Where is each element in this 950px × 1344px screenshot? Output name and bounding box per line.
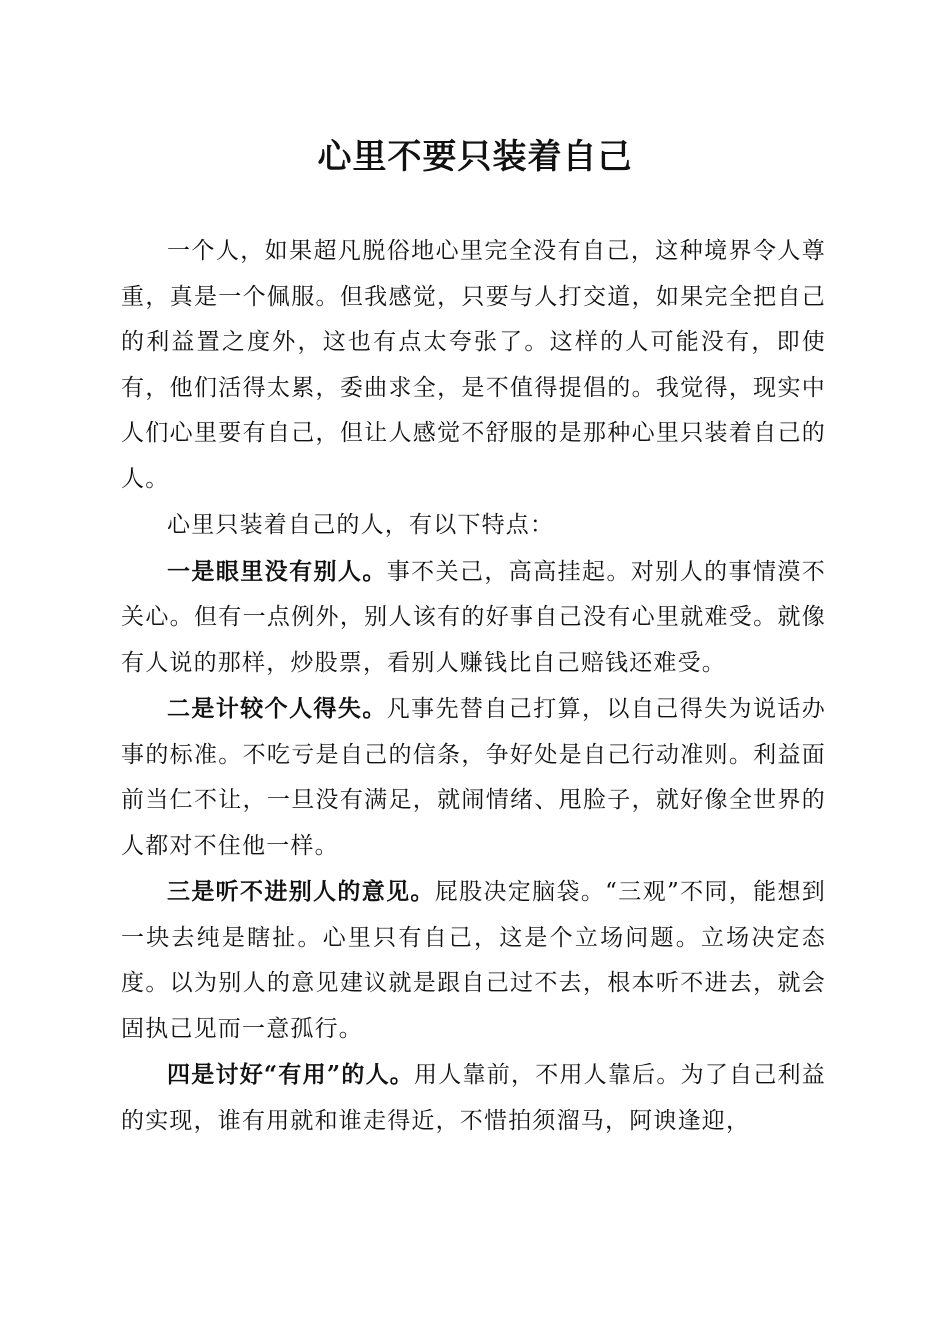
- document-title: 心里不要只装着自己: [317, 137, 633, 177]
- paragraph-point-3: [121, 869, 826, 1052]
- paragraph-intro: [121, 228, 826, 502]
- paragraph-text: 一个人，如果超凡脱俗地心里完全没有自己，这种境界令人尊重，真是一个佩服。但我感觉，只要与人打交道，如果完全把自己的利益置之度外，这也有点太夸张了。这样的人可能没有，即使有，他们活得太累，委曲求全，是不值得提倡的。我觉得，现实中人们心里要有自己，但让人感觉不舒服的是那种心里只装着自己的人。: [121, 238, 826, 492]
- document-body: [121, 228, 826, 1144]
- paragraph-point-1: [121, 549, 826, 687]
- paragraph-point-4: [121, 1052, 826, 1144]
- paragraph-text: 屁股决定脑袋。“三观”不同，能想到一块去纯是瞎扯。心里只有自己，这是个立场问题。立场决定态度。以为别人的意见建议就是跟自己过不去，根本听不进去，就会固执己见而一意孤行。: [121, 879, 826, 1042]
- paragraph-point-2: [121, 686, 826, 869]
- paragraph-text: 凡事先替自己打算，以自己得失为说话办事的标准。不吃亏是自己的信条，争好处是自己行动准则。利益面前当仁不让，一旦没有满足，就闹情绪、甩脸子，就好像全世界的人都对不住他一样。: [121, 696, 826, 859]
- paragraph-lead: 四是讨好“有用”的人。: [167, 1061, 415, 1088]
- paragraph-lead: 一是眼里没有别人。: [167, 557, 387, 585]
- paragraph-text: 用人靠前，不用人靠后。为了自己利益的实现，谁有用就和谁走得近，不惜拍须溜马，阿谀逢迎，: [121, 1062, 826, 1134]
- paragraph-lead: 三是听不进别人的意见。: [167, 878, 435, 905]
- paragraph-lead: 二是计较个人得失。: [167, 695, 387, 722]
- paragraph-text: 心里只装着自己的人，有以下特点：: [167, 512, 555, 538]
- paragraph-text: 事不关己，高高挂起。对别人的事情漠不关心。但有一点例外，别人该有的好事自己没有心里就难受。就像有人说的那样，炒股票，看别人赚钱比自己赔钱还难受。: [121, 558, 826, 676]
- paragraph-features-intro: [121, 502, 826, 549]
